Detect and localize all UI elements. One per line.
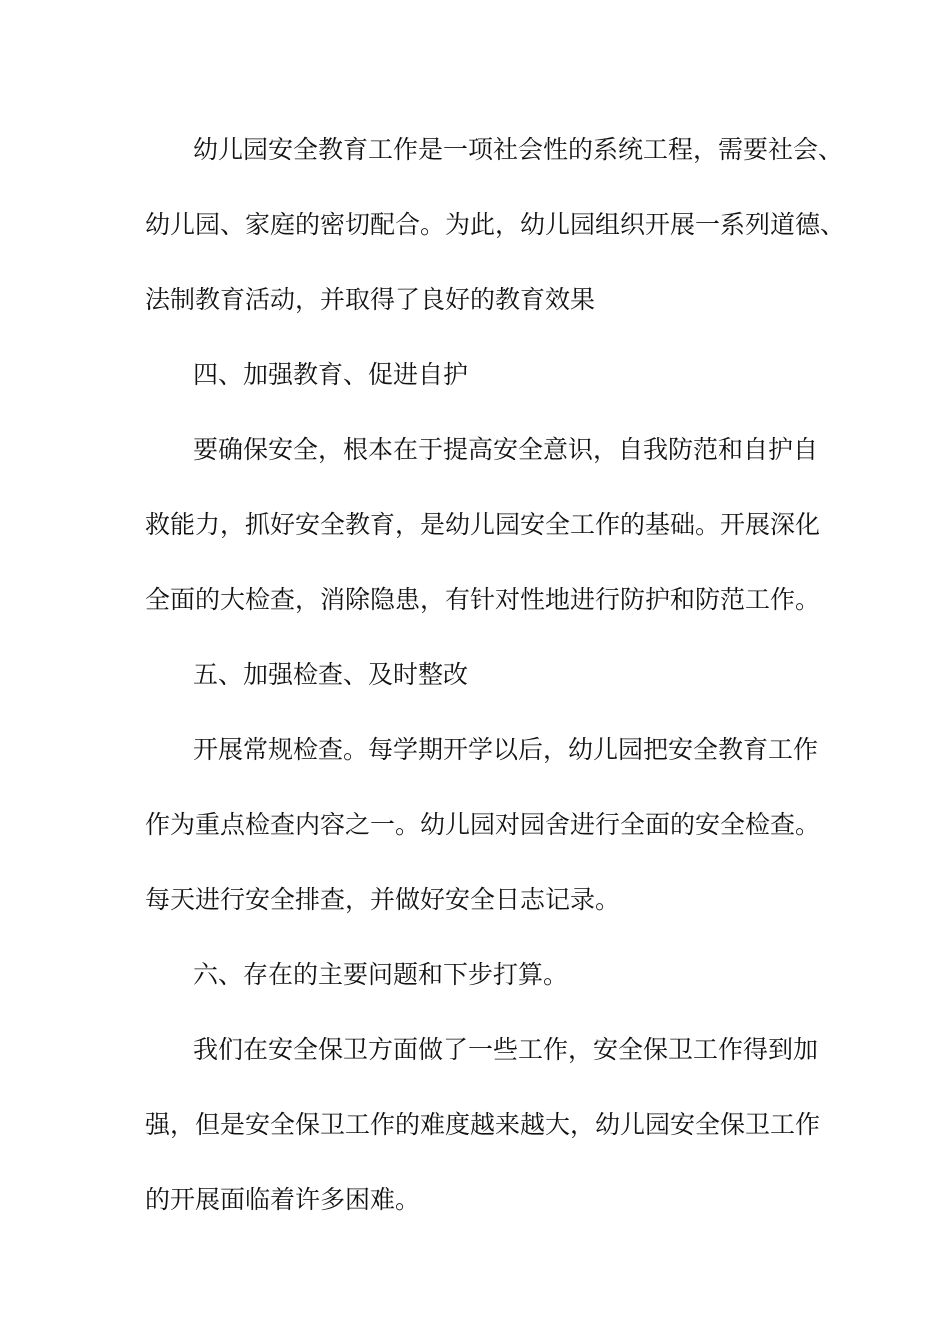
paragraph-line: 我们在安全保卫方面做了一些工作，安全保卫工作得到加 (193, 1035, 819, 1064)
paragraph-line: 每天进行安全排查，并做好安全日志记录。 (145, 885, 621, 914)
paragraph-line: 法制教育活动，并取得了良好的教育效果 (145, 285, 596, 314)
paragraph-line: 强，但是安全保卫工作的难度越来越大，幼儿园安全保卫工作 (145, 1110, 821, 1139)
paragraph-line: 全面的大检查，消除隐患，有针对性地进行防护和防范工作。 (145, 585, 821, 614)
paragraph-line: 的开展面临着许多困难。 (145, 1185, 421, 1214)
paragraph-line: 作为重点检查内容之一。幼儿园对园舍进行全面的安全检查。 (145, 810, 821, 839)
paragraph-line: 救能力，抓好安全教育，是幼儿园安全工作的基础。开展深化 (145, 510, 821, 539)
section-heading: 六、存在的主要问题和下步打算。 (193, 960, 569, 989)
paragraph-line: 开展常规检查。每学期开学以后，幼儿园把安全教育工作 (193, 735, 819, 764)
section-heading: 五、加强检查、及时整改 (193, 660, 469, 689)
paragraph-line: 幼儿园安全教育工作是一项社会性的系统工程，需要社会、 (193, 135, 844, 164)
section-heading: 四、加强教育、促进自护 (193, 360, 469, 389)
paragraph-line: 幼儿园、家庭的密切配合。为此，幼儿园组织开展一系列道德、 (145, 210, 846, 239)
paragraph-line: 要确保安全，根本在于提高安全意识，自我防范和自护自 (193, 435, 819, 464)
